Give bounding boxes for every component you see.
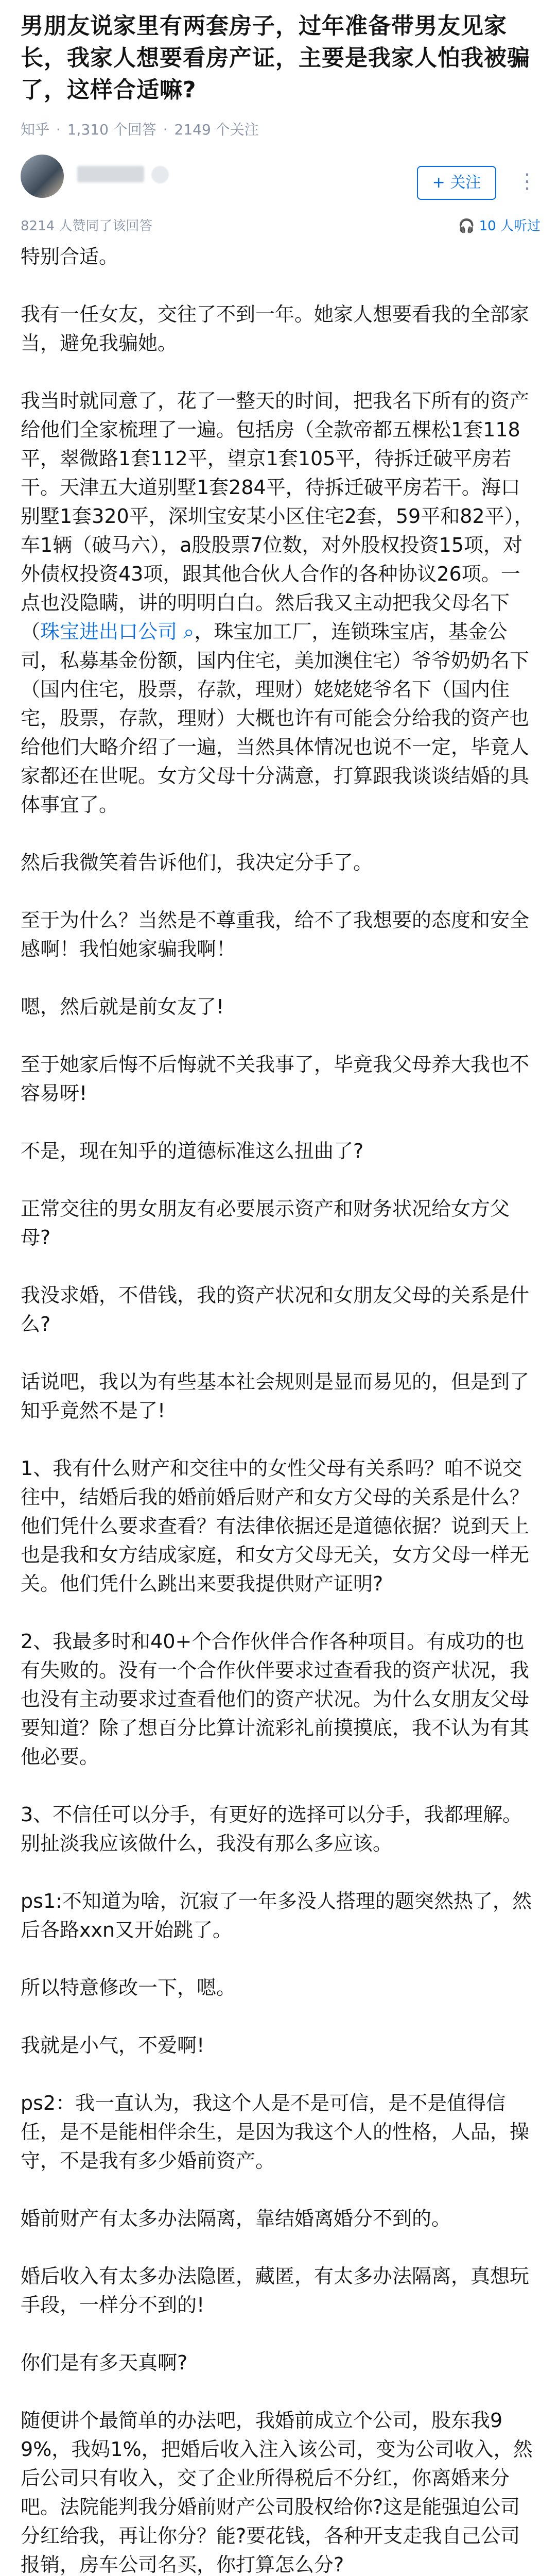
paragraph: 正常交往的男女朋友有必要展示资产和财务状况给女方父母? bbox=[21, 1197, 510, 1249]
paragraph: 嗯，然后就是前女友了! bbox=[21, 995, 224, 1018]
paragraph: 婚后收入有太多办法隐匿，藏匿，有太多办法隔离，真想玩手段，一样分不到的! bbox=[21, 2265, 530, 2316]
listen-count[interactable] bbox=[458, 215, 540, 234]
answer-count[interactable]: 1,310 个回答 bbox=[67, 121, 156, 138]
paragraph: 特别合适。 bbox=[21, 245, 119, 268]
paragraph: ps1:不知道为啥，沉寂了一年多没人搭理的题突然热了，然后各路xxn又开始跳了。 bbox=[21, 1890, 532, 1941]
more-icon[interactable]: ⋮ bbox=[517, 170, 537, 193]
headphone-icon: 🎧 bbox=[458, 218, 479, 234]
follower-count[interactable]: 2149 个关注 bbox=[174, 121, 259, 138]
answer-stats bbox=[21, 215, 540, 236]
paragraph: 我就是小气，不爱啊! bbox=[21, 2034, 205, 2057]
paragraph bbox=[21, 386, 538, 819]
paragraph: 话说吧，我以为有些基本社会规则是显而易见的，但是到了知乎竟然不是了! bbox=[21, 1370, 530, 1422]
paragraph: 我没求婚，不借钱，我的资产状况和女朋友父母的关系是什么? bbox=[21, 1284, 530, 1335]
question-meta bbox=[21, 118, 261, 139]
meta-separator: · bbox=[56, 121, 61, 138]
meta-separator: · bbox=[163, 121, 168, 138]
avatar[interactable] bbox=[21, 155, 64, 198]
like-count: 8214 人赞同了该回答 bbox=[21, 218, 153, 234]
source-label: 知乎 bbox=[21, 121, 50, 138]
question-title[interactable]: 男朋友说家里有两套房子，过年准备带男友见家长，我家人想要看房产证，主要是我家人怕我被骗了，这样合适嘛? bbox=[21, 13, 530, 103]
author-bar bbox=[21, 155, 540, 211]
paragraph-text: 我当时就同意了，花了一整天的时间，把我名下所有的资产给他们全家梳理了一遍。包括房（全款帝都五棵松1套118平，翠微路1套112平，望京1套105平，待拆迁破平房若干。天津五大道别墅1套284平，待拆迁破平房若干。海口别墅1套320平，深圳宝安某小区住宅2套，59平和82平），车1辆（破马六），a股股票7位数，对外股权投资15项，对外债权投资43项，跟其他合伙人合作的各种协议26项。一点也没隐瞒，讲的明明白白。然后我又主动把我父母名下（ bbox=[21, 389, 534, 643]
search-link-icon[interactable]: ⌕ bbox=[177, 620, 195, 643]
paragraph: 随便讲个最简单的办法吧，我婚前成立个公司，股东我99%，我妈1%，把婚后收入注入该公司，变为公司收入，然后公司只有收入，交了企业所得税后不分红，你离婚来分吧。法院能判我分婚前财产公司股权给你?这是能强迫公司分红给我，再让你分？能?要花钱，各种开支走我自己公司报销，房车公司名买，你打算怎么分? bbox=[21, 2409, 533, 2576]
search-link[interactable]: 珠宝进出口公司 bbox=[40, 620, 178, 643]
paragraph: ps2：我一直认为，我这个人是不是可信，是不是值得信任，是不是能相伴余生，是因为我这个人的性格，人品，操守，不是我有多少婚前资产。 bbox=[21, 2092, 530, 2172]
paragraph: 至于她家后悔不后悔就不关我事了，毕竟我父母养大我也不容易呀! bbox=[21, 1053, 530, 1105]
paragraph: 所以特意修改一下，嗯。 bbox=[21, 1976, 236, 1999]
paragraph: 然后我微笑着告诉他们，我决定分手了。 bbox=[21, 851, 373, 874]
paragraph-text: ，珠宝加工厂，连锁珠宝店，基金公司，私募基金份额，国内住宅，美加澳住宅）爷爷奶奶名下（国内住宅，股票，存款，理财）姥姥姥爷名下（国内住宅，股票，存款，理财）大概也许有可能会分给我的资产也给他们大略介绍了一遍，当然具体情况也说不一定，毕竟人家都还在世呢。女方父母十分满意，打算跟我谈谈结婚的具体事宜了。 bbox=[21, 620, 530, 816]
badge-icon bbox=[151, 166, 169, 183]
paragraph: 不是，现在知乎的道德标准这么扭曲了? bbox=[21, 1140, 364, 1162]
paragraph: 2、我最多时和40+个合作伙伴合作各种项目。有成功的也有失败的。没有一个合作伙伴要求过查看我的资产状况，我也没有主动要求过查看他们的资产状况。为什么女朋友父母要知道？除了想百分比算计流彩礼前摸摸底，我不认为有其他必要。 bbox=[21, 1630, 530, 1768]
paragraph: 至于为什么？当然是不尊重我，给不了我想要的态度和安全感啊！我怕她家骗我啊！ bbox=[21, 909, 530, 960]
paragraph: 我有一任女友，交往了不到一年。她家人想要看我的全部家当，避免我骗她。 bbox=[21, 303, 530, 354]
answer-content bbox=[21, 242, 538, 2576]
follow-button[interactable]: + 关注 bbox=[417, 166, 496, 200]
paragraph: 1、我有什么财产和交往中的女性父母有关系吗？咱不说交往中，结婚后我的婚前婚后财产和女方父母的关系是什么？他们凭什么要求查看？有法律依据还是道德依据？说到天上也是我和女方结成家庭，和女方父母无关，女方父母一样无关。他们凭什么跳出来要我提供财产证明? bbox=[21, 1457, 530, 1595]
paragraph: 婚前财产有太多办法隔离，靠结婚离婚分不到的。 bbox=[21, 2207, 451, 2230]
author-name-blurred[interactable] bbox=[77, 166, 144, 182]
paragraph: 你们是有多天真啊? bbox=[21, 2351, 188, 2374]
listen-label: 10 人听过 bbox=[479, 218, 540, 234]
paragraph: 3、不信任可以分手，有更好的选择可以分手，我都理解。别扯淡我应该做什么，我没有那么多应该。 bbox=[21, 1803, 522, 1855]
